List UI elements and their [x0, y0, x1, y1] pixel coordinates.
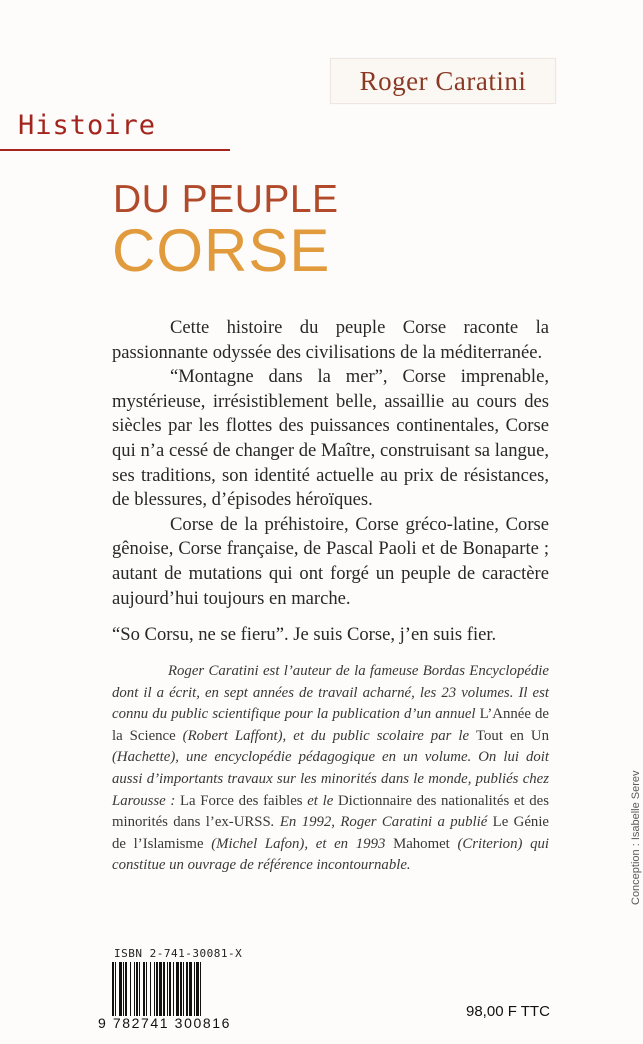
bio-text: Roger Caratini est l’auteur de la fameuse Bordas Encyclopédie dont il a écrit, en sept années de travail acharné, les 23 volumes. Il est connu du public scientifique pour la publication d’un annuel [112, 663, 549, 723]
bio-text: . En 1992, Roger Caratini a publié [270, 814, 493, 831]
author-name-box [330, 58, 556, 104]
blurb-paragraph: Cette histoire du peuple Corse raconte la passionnante odyssée des civilisations de la méditerranée. [112, 317, 549, 363]
series-underline [0, 149, 230, 151]
series-label: Histoire [18, 110, 157, 141]
blurb-quote: “So Corsu, ne se fieru”. Je suis Corse, j’en suis fier. [112, 624, 497, 646]
bio-text: (Criterion) qui constitue un ouvrage de référence incontournable. [112, 835, 550, 874]
bio-book-title: La Force des faibles [180, 792, 303, 809]
barcode [112, 962, 248, 1016]
author-bio-paragraph [112, 661, 549, 877]
barcode-digits: 9 782741 300816 [98, 1015, 231, 1031]
design-credit: Conception : Isabelle Serev [630, 770, 642, 905]
blurb [112, 316, 549, 648]
title-line-1: DU PEUPLE [113, 178, 339, 221]
bio-book-title: Dictionnaire des nationalités et des minorités dans l’ex-URSS [112, 792, 550, 831]
bio-text: (Robert Laffont), et du public scolaire par le [175, 727, 477, 744]
bio-book-title: Le Génie de l’Islamisme [112, 814, 550, 852]
bio-text: (Hachette), une encyclopédie pédagogique en un volume. On lui doit aussi d’importants travaux sur les minorités dans le monde, publiés chez Larousse : [112, 749, 549, 809]
bio-book-title: Tout en Un [476, 727, 549, 744]
bio-text: et le [302, 792, 338, 809]
title-line-2: CORSE [112, 217, 331, 284]
author-bio [112, 661, 549, 877]
price: 98,00 F TTC [466, 1003, 550, 1020]
bio-book-title: Mahomet [393, 835, 450, 852]
author-name: Roger Caratini [359, 65, 527, 96]
bio-book-title: L’Année de la Science [112, 706, 550, 744]
isbn: ISBN 2-741-30081-X [114, 947, 243, 960]
barcode-space [201, 962, 203, 1016]
blurb-paragraph: Corse de la préhistoire, Corse gréco-latine, Corse gênoise, Corse française, de Pascal Paoli et de Bonaparte ; autant de mutations qui ont forgé un peuple de caractère aujourd’hui toujours en marche. [112, 513, 549, 609]
bio-text: (Michel Lafon), et en 1993 [203, 835, 394, 852]
blurb-paragraph: “Montagne dans la mer”, Corse imprenable, mystérieuse, irrésistiblement belle, assaillie au cours des siècles par les flottes des puissances continentales, Corse qui n’a cessé de changer de Maître, construisant sa langue, ses traditions, son identité actuelle au prix de résistances, de blessures, d’épisodes héroïques. [112, 366, 549, 511]
